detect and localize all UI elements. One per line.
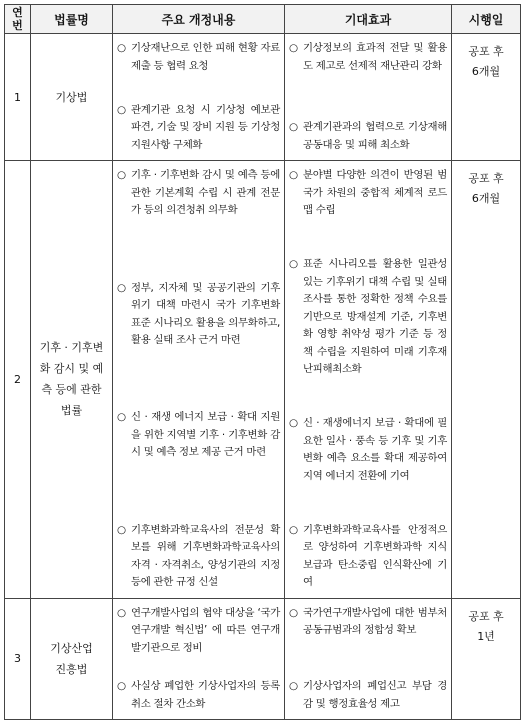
table-row: [5, 598, 521, 719]
effect-item: [289, 167, 447, 220]
effect-item: [289, 256, 447, 379]
header-law: 법률명: [31, 5, 113, 34]
bullet-circle-icon: ○: [117, 42, 126, 54]
bullet-circle-icon: ○: [117, 281, 126, 294]
effective-date-line: 6개월: [471, 192, 501, 206]
item-text: 사실상 폐업한 기상사업자의 등록취소 절차 간소화: [131, 680, 280, 710]
item-text: 기후변화과학교육사의 전문성 확보를 위해 기후변화과학교육사의 자격 · 자격취소, 양성기관의 지정 등에 관한 규정 신설: [131, 523, 280, 589]
bullet-circle-icon: ○: [117, 606, 126, 619]
item-text: 신 · 재생 에너지 보급 · 확대 지원을 위한 지역별 기후 · 기후변화 감시 및 예측 정보 제공 근거 마련: [131, 411, 280, 459]
effect-item: [289, 678, 447, 713]
expected-effect-cell: [285, 34, 452, 161]
row-number: 1: [5, 34, 31, 161]
law-name-line: 측 등에 관한: [41, 383, 102, 397]
expected-effect-cell: [285, 598, 452, 719]
effect-item: [289, 415, 447, 485]
bullet-circle-icon: ○: [117, 680, 126, 692]
header-row: [5, 5, 521, 34]
item-text: 기상사업자의 폐업신고 부담 경감 및 행정효율성 제고: [303, 680, 447, 710]
item-text: 표준 시나리오를 활용한 일관성 있는 기후위기 대책 수립 및 실태조사를 통한 정확한 정책 수요를 기반으로 방재설계 기준, 기후변화 영향 취약성 평가 기준 등 정책 수립을 지원하여 미래 기후재난피해최소화: [303, 258, 447, 376]
amendment-content-cell: [113, 34, 285, 161]
law-name-line: 기상산업: [50, 641, 93, 655]
amendment-item: [117, 605, 280, 658]
bullet-circle-icon: ○: [117, 523, 126, 536]
item-text: 기후 · 기후변화 감시 및 예측 등에 관한 기본계획 수립 시 관계 전문가 등의 의견청취 의무화: [131, 169, 280, 217]
effective-date-line: 1년: [477, 629, 495, 643]
header-date: 시행일: [452, 5, 521, 34]
table-row: [5, 161, 521, 598]
law-name-line: 법률: [60, 404, 83, 418]
item-text: 기상재난으로 인한 피해 현황 자료 제출 등 협력 요청: [131, 42, 280, 72]
item-text: 연구개발사업의 협약 대상을 ‘국가연구개발 혁신법’ 에 따른 연구개발기관으로 정비: [131, 606, 280, 654]
effective-date: [452, 34, 521, 161]
amendment-item: [117, 678, 280, 713]
item-text: 신 · 재생에너지 보급 · 확대에 필요한 일사 · 풍속 등 기후 및 기후변화 예측 요소를 확대 제공하여 지역 에너지 전환에 기여: [303, 417, 447, 482]
effective-date-line: 6개월: [471, 65, 501, 78]
amendment-item: [117, 409, 280, 462]
effect-item: [289, 605, 447, 640]
row-number: 2: [5, 161, 31, 598]
effective-date-line: 공포 후: [468, 609, 504, 623]
item-text: 기후변화과학교육사를 안정적으로 양성하여 기후변화과학 지식 보급과 탄소중립 인식확산에 기여: [303, 523, 447, 589]
law-name-line: 화 감시 및 예: [39, 362, 104, 376]
law-amendment-table: [4, 4, 521, 720]
item-text: 국가연구개발사업에 대한 범부처 공동규범과의 정합성 확보: [303, 606, 447, 637]
law-name-line: 기상법: [55, 90, 88, 104]
item-text: 관계기관과의 협력으로 기상재해 공동대응 및 피해 최소화: [303, 121, 447, 151]
bullet-circle-icon: ○: [289, 169, 298, 182]
effective-date: [452, 161, 521, 598]
law-name: [31, 34, 113, 161]
amendment-item: [117, 522, 280, 592]
bullet-circle-icon: ○: [289, 417, 298, 430]
item-text: 관계기관 요청 시 기상청 예보관 파견, 기술 및 장비 지원 등 기상청 지원사항 구체화: [131, 103, 280, 151]
bullet-circle-icon: ○: [289, 258, 298, 271]
effective-date-line: 공포 후: [468, 45, 504, 58]
amendment-item: [117, 280, 280, 350]
bullet-circle-icon: ○: [117, 103, 126, 116]
bullet-circle-icon: ○: [117, 411, 126, 424]
law-name: [31, 598, 113, 719]
effective-date-line: 공포 후: [468, 172, 504, 186]
bullet-circle-icon: ○: [117, 169, 126, 182]
table-row: [5, 34, 521, 161]
bullet-circle-icon: ○: [289, 680, 298, 692]
amendment-item: [117, 40, 280, 75]
law-name-line: 진흥법: [55, 662, 88, 676]
header-no: 연 번: [5, 5, 31, 34]
amendment-item: [117, 102, 280, 155]
item-text: 기상정보의 효과적 전달 및 활용도 제고로 선제적 재난관리 강화: [303, 42, 447, 72]
item-text: 분야별 다양한 의견이 반영된 범국가 차원의 중합적 체계적 로드맵 수립: [303, 169, 447, 217]
effective-date: [452, 598, 521, 719]
law-name: [31, 161, 113, 598]
amendment-item: [117, 167, 280, 220]
amendment-content-cell: [113, 598, 285, 719]
header-effect: 기대효과: [285, 5, 452, 34]
law-name-line: 기후 · 기후변: [39, 341, 104, 355]
bullet-circle-icon: ○: [289, 42, 298, 54]
item-text: 정부, 지자체 및 공공기관의 기후위기 대책 마련시 국가 기후변화 표준 시나리오 활용을 의무화하고, 활용 실태 조사 근거 마련: [131, 281, 280, 347]
bullet-circle-icon: ○: [289, 121, 298, 134]
amendment-content-cell: [113, 161, 285, 598]
header-content: 주요 개정내용: [113, 5, 285, 34]
effect-item: [289, 119, 447, 154]
expected-effect-cell: [285, 161, 452, 598]
bullet-circle-icon: ○: [289, 523, 298, 536]
effect-item: [289, 522, 447, 592]
row-number: 3: [5, 598, 31, 719]
bullet-circle-icon: ○: [289, 606, 298, 619]
effect-item: [289, 40, 447, 75]
